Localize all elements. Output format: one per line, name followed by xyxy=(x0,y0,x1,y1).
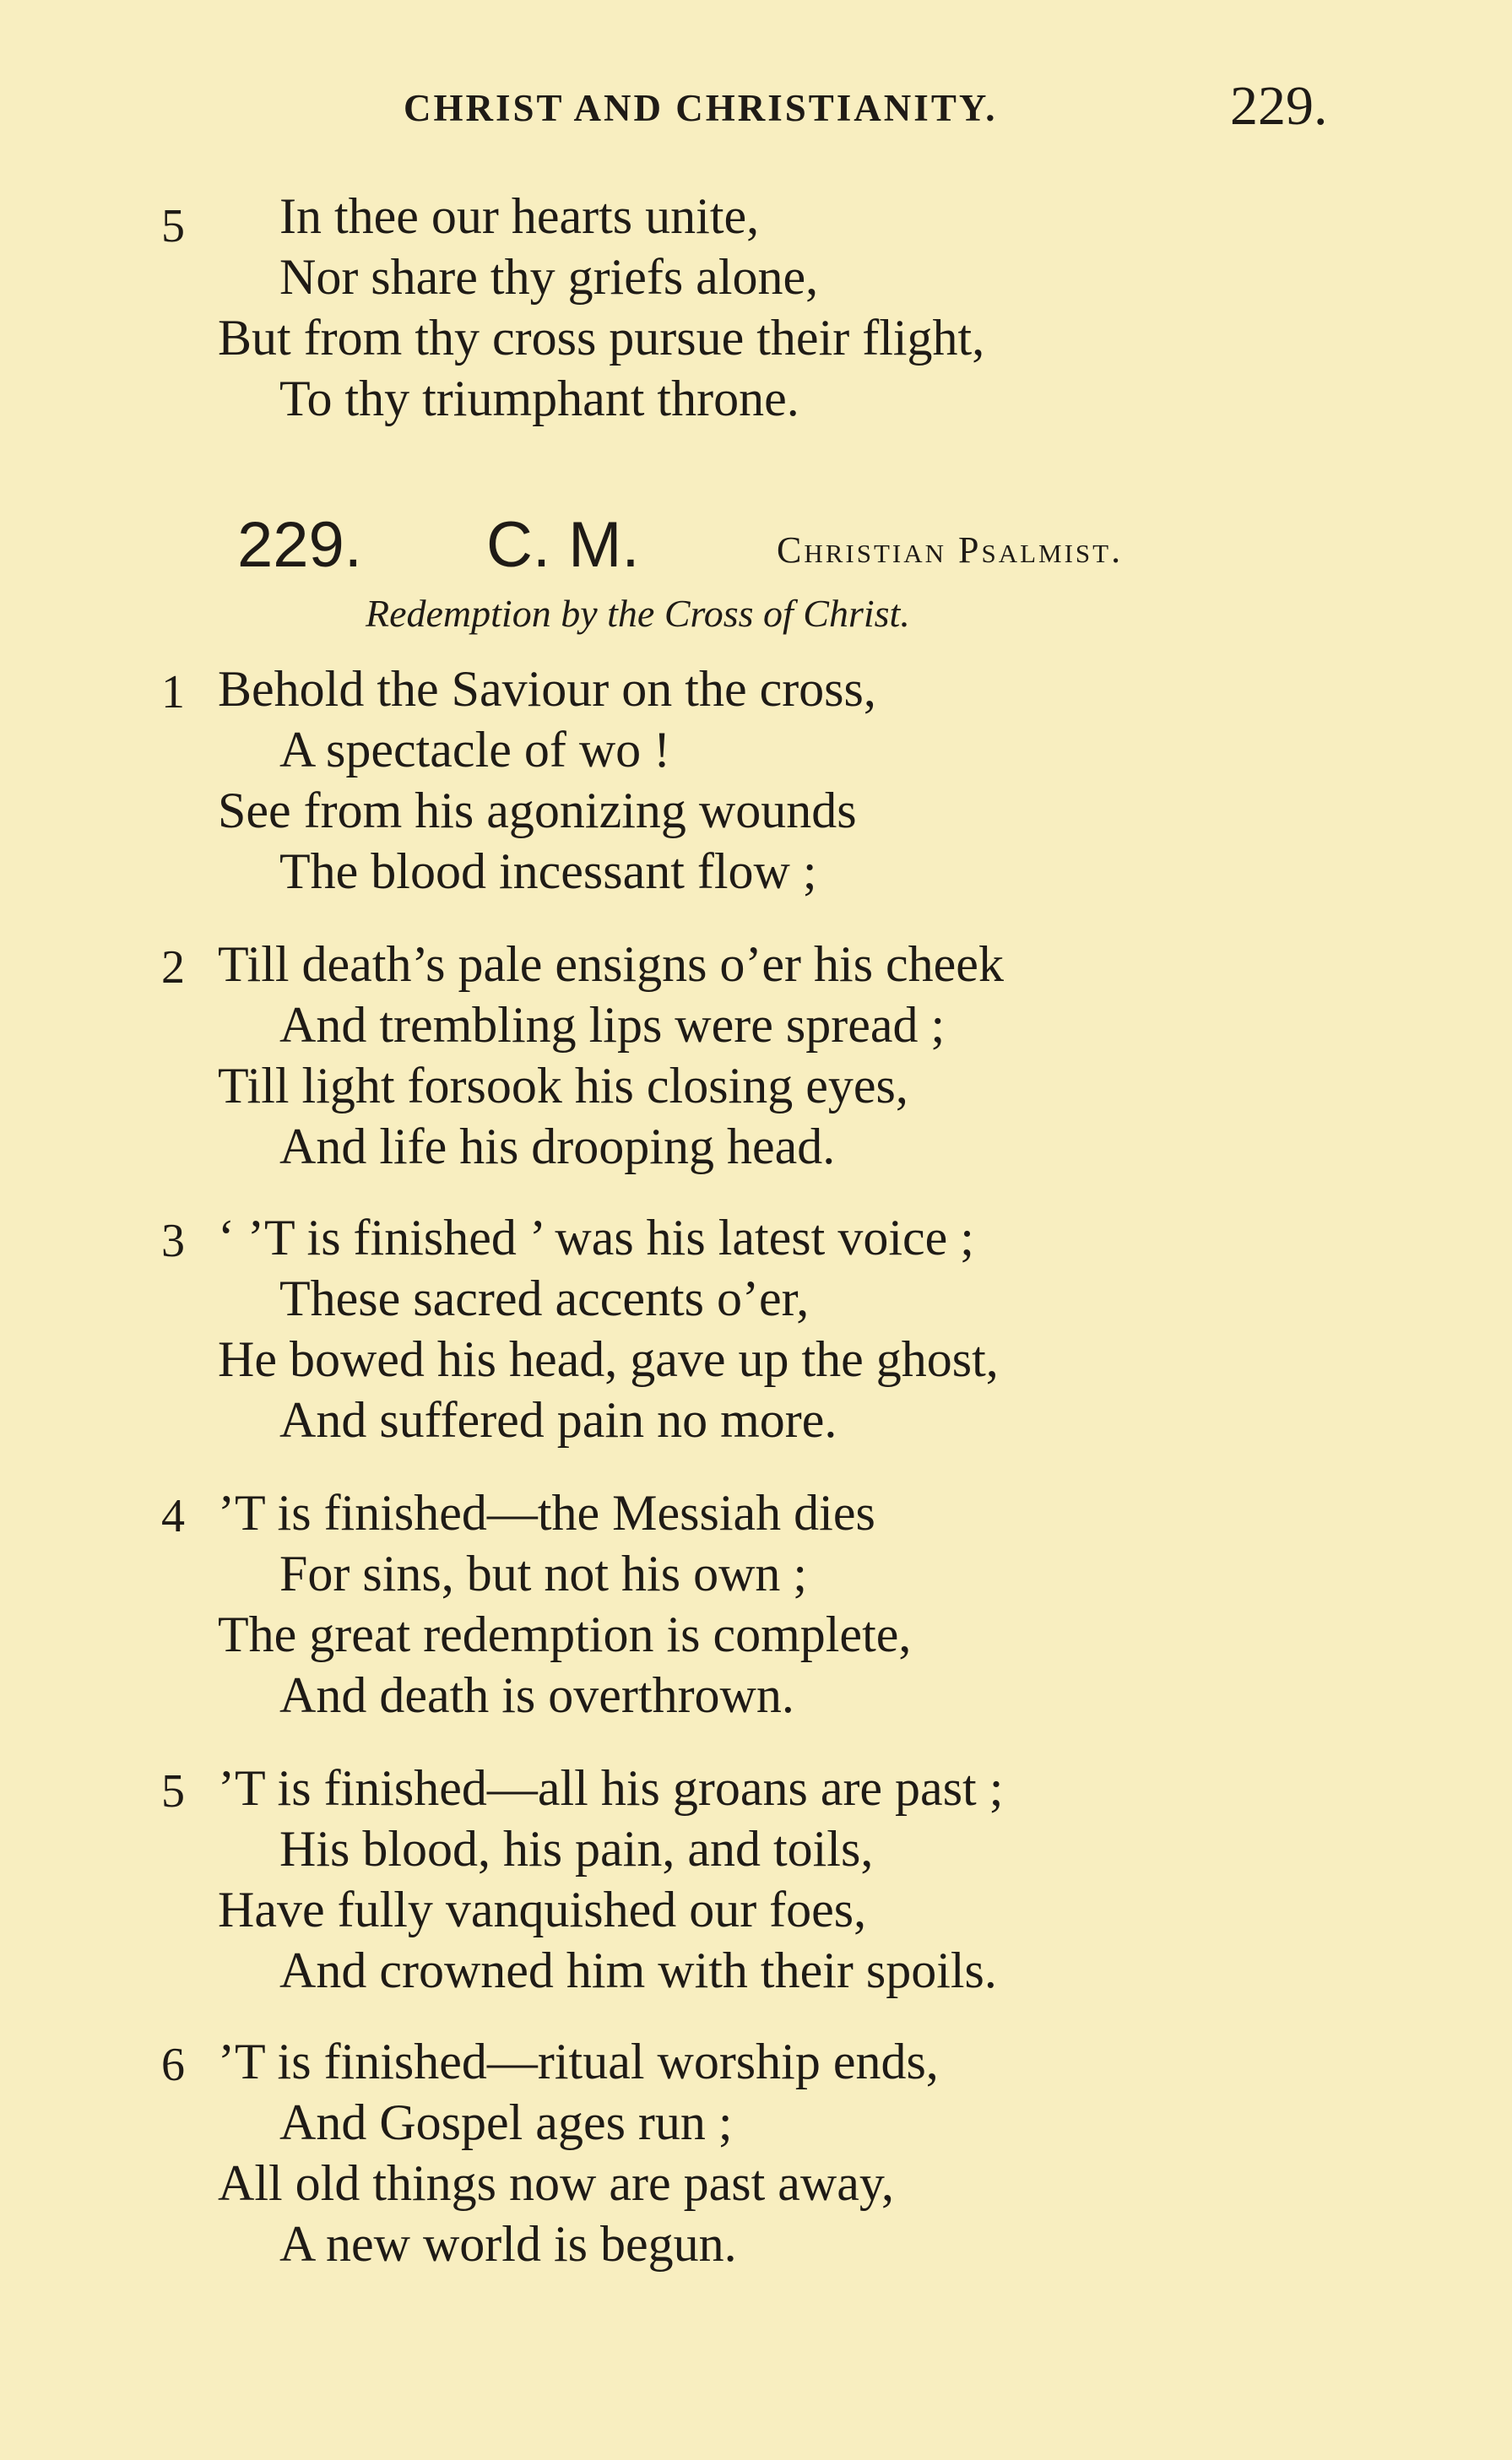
stanza-number: 6 xyxy=(161,2039,185,2091)
verse-line: These sacred accents o’er, xyxy=(279,1271,810,1326)
verse-line: And life his drooping head. xyxy=(279,1119,836,1174)
verse-line: And crowned him with their spoils. xyxy=(279,1943,997,1998)
verse-line: A spectacle of wo ! xyxy=(279,722,671,778)
verse-line: And death is overthrown. xyxy=(279,1667,794,1723)
verse-line: Nor share thy griefs alone, xyxy=(279,249,819,305)
verse-line: All old things now are past away, xyxy=(218,2155,894,2211)
verse-line: To thy triumphant throne. xyxy=(279,371,799,426)
verse-line: ’T is finished—ritual worship ends, xyxy=(218,2034,939,2089)
verse-line: Till death’s pale ensigns o’er his cheek xyxy=(218,936,1004,992)
stanza-number: 5 xyxy=(161,1765,185,1818)
verse-line: ‘ ’T is finished ’ was his latest voice ; xyxy=(218,1210,974,1265)
hymn-subtitle: Redemption by the Cross of Christ. xyxy=(366,592,910,635)
verse-line: The great redemption is complete, xyxy=(218,1607,912,1662)
verse-line: He bowed his head, gave up the ghost, xyxy=(218,1331,999,1387)
verse-line: And suffered pain no more. xyxy=(279,1392,837,1448)
verse-line: And Gospel ages run ; xyxy=(279,2094,733,2150)
running-head xyxy=(0,75,1512,137)
verse-line: His blood, his pain, and toils, xyxy=(279,1821,874,1877)
verse-line: ’T is finished—the Messiah dies xyxy=(218,1485,875,1541)
verse-line: For sins, but not his own ; xyxy=(279,1546,808,1601)
verse-line: In thee our hearts unite, xyxy=(279,188,760,244)
verse-line: The blood incessant flow ; xyxy=(279,843,817,899)
verse-line: Have fully vanquished our foes, xyxy=(218,1882,867,1937)
hymn-meter: C. M. xyxy=(486,509,640,581)
running-title: CHRIST AND CHRISTIANITY. xyxy=(404,87,998,129)
stanza-number: 2 xyxy=(161,941,185,994)
verse-line: Behold the Saviour on the cross, xyxy=(218,661,876,717)
stanza-number: 1 xyxy=(161,666,185,718)
verse-line: See from his agonizing wounds xyxy=(218,783,857,838)
hymn-number: 229. xyxy=(237,509,362,581)
stanza-number: 5 xyxy=(161,200,185,252)
hymn-source: Christian Psalmist. xyxy=(777,529,1124,571)
verse-line: Till light forsook his closing eyes, xyxy=(218,1058,908,1114)
verse-line: ’T is finished—all his groans are past ; xyxy=(218,1760,1004,1816)
verse-line: A new world is begun. xyxy=(279,2216,737,2272)
hymn-header xyxy=(0,508,1512,593)
page-number: 229. xyxy=(1230,75,1328,137)
verse-line: But from thy cross pursue their flight, xyxy=(218,310,985,366)
stanza-number: 4 xyxy=(161,1490,185,1542)
verse-line: And trembling lips were spread ; xyxy=(279,997,946,1053)
stanza-number: 3 xyxy=(161,1215,185,1267)
